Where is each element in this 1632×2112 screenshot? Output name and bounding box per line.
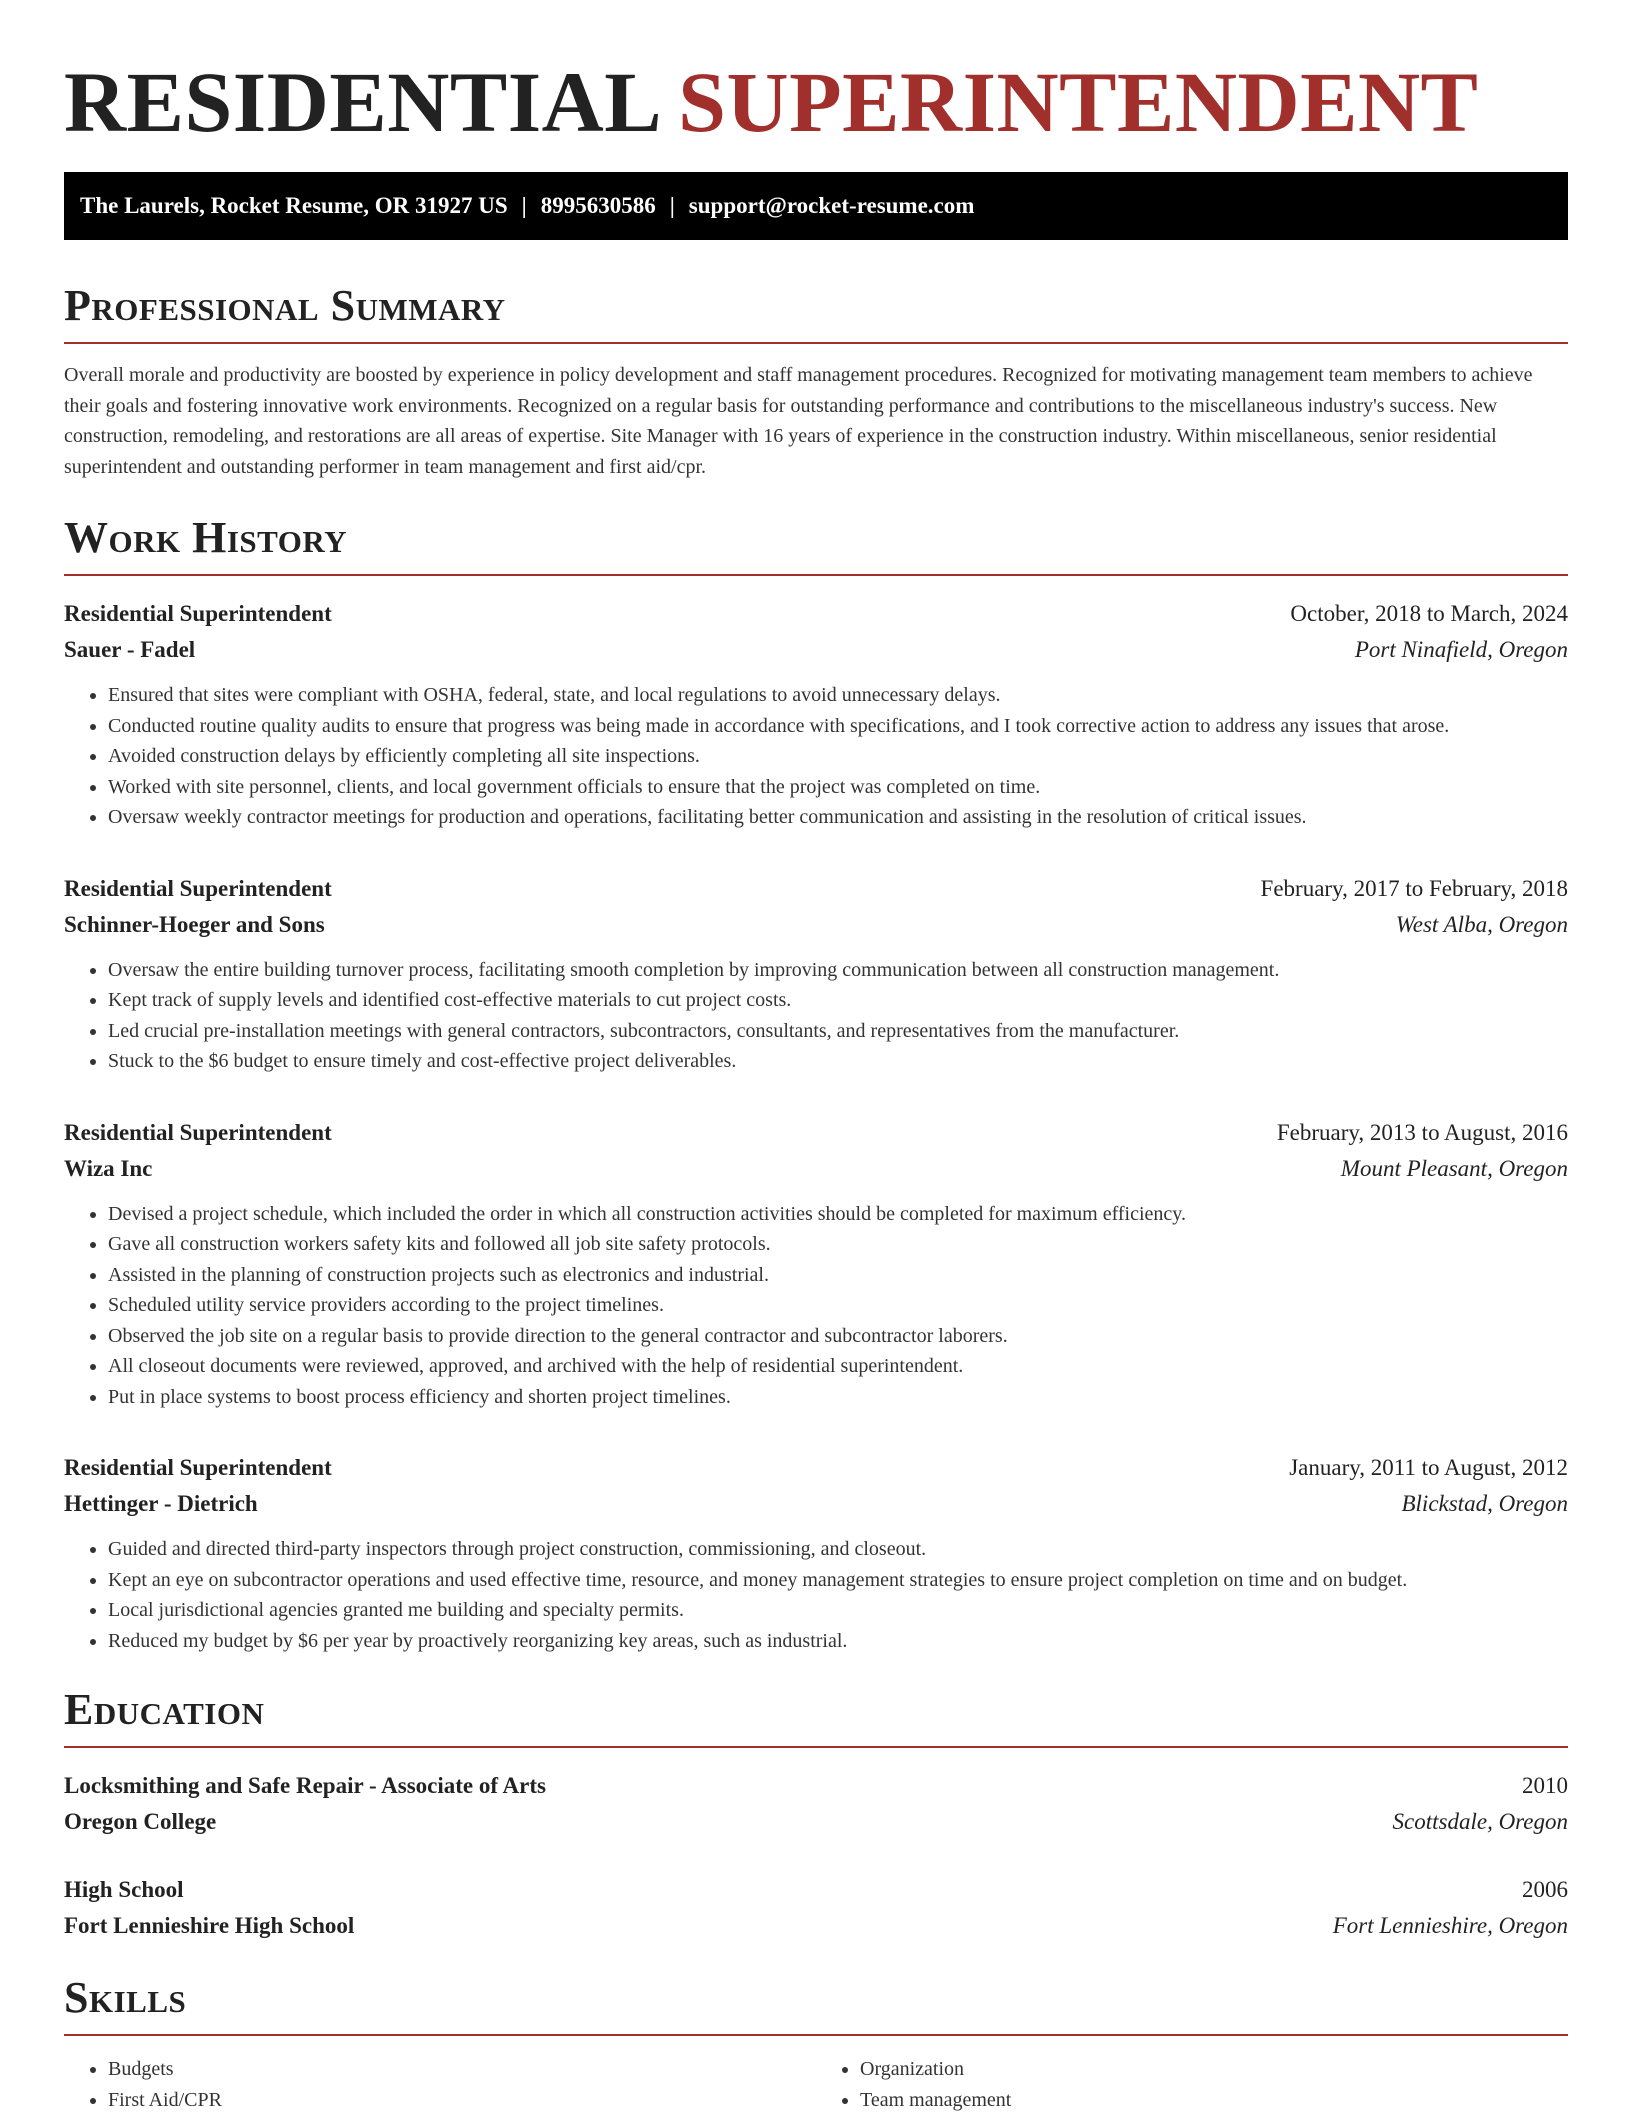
education-degree: Locksmithing and Safe Repair - Associate of Arts — [64, 1773, 546, 1798]
job-dates: January, 2011 to August, 2012 — [1289, 1455, 1568, 1480]
job-bullet: • Stuck to the $6 budget to ensure timely and cost-effective project deliverables. — [108, 1046, 1568, 1077]
job-bullets — [64, 1534, 1568, 1656]
job-bullet: • All closeout documents were reviewed, approved, and archived with the help of residential superintendent. — [108, 1351, 1568, 1382]
section-heading: Work History — [64, 514, 1568, 576]
job-location: Port Ninafield, Oregon — [1354, 637, 1568, 662]
job-bullet: • Conducted routine quality audits to ensure that progress was being made in accordance with specifications, and I took corrective action to address any issues that arose. — [108, 711, 1568, 742]
contact-separator: | — [521, 193, 527, 218]
education-degree: High School — [64, 1877, 184, 1902]
summary-text: Overall morale and productivity are boosted by experience in policy development and staff management procedures. Recognized for motivating management team members to achieve their goals and fostering innovative work environments. Recognized on a regular basis for outstanding performance and contributions to the miscellaneous industry's success. New construction, remodeling, and restorations are all areas of expertise. Site Manager with 16 years of experience in the construction industry. Within miscellaneous, senior residential superintendent and outstanding performer in team management and first aid/cpr. — [64, 364, 1533, 478]
job-bullets — [64, 1199, 1568, 1413]
job-title: Residential Superintendent — [64, 1119, 332, 1145]
skill-item: • First Aid/CPR — [108, 2085, 816, 2112]
job-bullets — [64, 680, 1568, 833]
job-dates: February, 2013 to August, 2016 — [1276, 1119, 1568, 1145]
job-bullet: • Avoided construction delays by efficiently completing all site inspections. — [108, 741, 1568, 772]
contact-bar — [64, 172, 1568, 240]
job-bullet: • Worked with site personnel, clients, and local government officials to ensure that the project was completed on time. — [108, 772, 1568, 803]
job-header-row — [64, 1450, 1568, 1486]
contact-phone: 8995630586 — [540, 193, 656, 218]
job-location: Blickstad, Oregon — [1401, 1491, 1568, 1516]
job-company: Wiza Inc — [64, 1155, 153, 1181]
job-company: Schinner-Hoeger and Sons — [64, 911, 325, 937]
job-bullet: • Reduced my budget by $6 per year by proactively reorganizing key areas, such as industrial. — [108, 1626, 1568, 1657]
job-bullet: • Ensured that sites were compliant with OSHA, federal, state, and local regulations to avoid unnecessary delays. — [108, 680, 1568, 711]
education-header-row — [64, 1872, 1568, 1908]
education-school-row — [64, 1804, 1568, 1840]
title-second-word: SUPERINTENDENT — [678, 54, 1479, 150]
job-title: Residential Superintendent — [64, 1455, 332, 1480]
education-entry — [64, 1872, 1568, 1944]
contact-email: support@rocket-resume.com — [688, 193, 975, 218]
job-bullet: • Local jurisdictional agencies granted me building and specialty permits. — [108, 1595, 1568, 1626]
job-bullets — [64, 955, 1568, 1077]
job-bullet: • Kept track of supply levels and identified cost-effective materials to cut project costs. — [108, 985, 1568, 1016]
education-location: Scottsdale, Oregon — [1392, 1809, 1568, 1834]
job-bullet: • Guided and directed third-party inspectors through project construction, commissioning, and closeout. — [108, 1534, 1568, 1565]
section-heading: Professional Summary — [64, 282, 1568, 344]
job-company-row — [64, 632, 1568, 668]
job-header-row — [64, 1115, 1568, 1151]
skills-columns — [64, 2054, 1568, 2112]
skills-left-column — [64, 2054, 816, 2112]
job-company-row — [64, 1486, 1568, 1522]
job-entry — [64, 1450, 1568, 1656]
education-entry — [64, 1768, 1568, 1840]
job-title: Residential Superintendent — [64, 601, 332, 626]
job-company-row — [64, 907, 1568, 943]
skills-section — [64, 1974, 1568, 2112]
job-bullet: • Led crucial pre-installation meetings with general contractors, subcontractors, consultants, and representatives from the manufacturer. — [108, 1016, 1568, 1047]
job-entry — [64, 871, 1568, 1077]
contact-separator: | — [669, 193, 675, 218]
job-entry — [64, 1115, 1568, 1413]
job-bullet: • Assisted in the planning of construction projects such as electronics and industrial. — [108, 1260, 1568, 1291]
job-company-row — [64, 1151, 1568, 1187]
title-first-word: RESIDENTIAL — [64, 54, 663, 150]
education-location: Fort Lennieshire, Oregon — [1332, 1913, 1568, 1938]
education-header-row — [64, 1768, 1568, 1804]
resume-title — [64, 56, 1568, 148]
job-company: Hettinger - Dietrich — [64, 1491, 258, 1516]
job-header-row — [64, 871, 1568, 907]
section-heading: Education — [64, 1686, 1568, 1748]
job-dates: October, 2018 to March, 2024 — [1290, 601, 1568, 626]
job-bullet: • Gave all construction workers safety kits and followed all job site safety protocols. — [108, 1229, 1568, 1260]
work-history-section — [64, 514, 1568, 1656]
skills-right-column — [816, 2054, 1568, 2112]
education-section — [64, 1686, 1568, 1944]
education-school: Fort Lennieshire High School — [64, 1913, 355, 1938]
job-dates: February, 2017 to February, 2018 — [1260, 875, 1568, 901]
contact-address: The Laurels, Rocket Resume, OR 31927 US — [80, 193, 508, 218]
job-bullet: • Devised a project schedule, which included the order in which all construction activities should be completed for maximum efficiency. — [108, 1199, 1568, 1230]
job-bullet: • Oversaw weekly contractor meetings for production and operations, facilitating better communication and assisting in the resolution of critical issues. — [108, 802, 1568, 833]
job-entry — [64, 596, 1568, 833]
job-title: Residential Superintendent — [64, 875, 332, 901]
job-bullet: • Oversaw the entire building turnover process, facilitating smooth completion by improving communication between all construction management. — [108, 955, 1568, 986]
education-year: 2010 — [1522, 1773, 1568, 1798]
job-bullet: • Observed the job site on a regular basis to provide direction to the general contractor and subcontractor laborers. — [108, 1321, 1568, 1352]
summary-section — [64, 282, 1568, 482]
job-bullet: • Put in place systems to boost process efficiency and shorten project timelines. — [108, 1382, 1568, 1413]
education-year: 2006 — [1522, 1877, 1568, 1902]
education-school: Oregon College — [64, 1809, 217, 1834]
skill-item: • Organization — [860, 2054, 1568, 2085]
job-header-row — [64, 596, 1568, 632]
education-school-row — [64, 1908, 1568, 1944]
skill-item: • Team management — [860, 2085, 1568, 2112]
job-location: Mount Pleasant, Oregon — [1340, 1155, 1568, 1181]
job-bullet: • Kept an eye on subcontractor operations and used effective time, resource, and money management strategies to ensure project completion on time and on budget. — [108, 1565, 1568, 1596]
job-bullet: • Scheduled utility service providers according to the project timelines. — [108, 1290, 1568, 1321]
job-company: Sauer - Fadel — [64, 637, 196, 662]
skill-item: • Budgets — [108, 2054, 816, 2085]
job-location: West Alba, Oregon — [1395, 911, 1568, 937]
section-heading: Skills — [64, 1974, 1568, 2036]
